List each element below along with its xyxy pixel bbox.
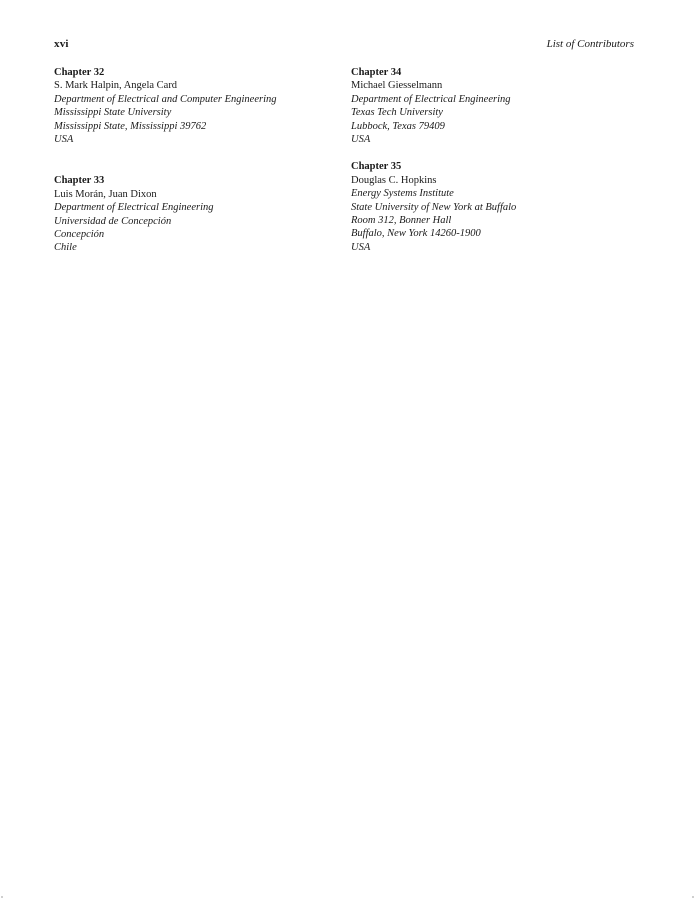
affiliation-line: USA [351,241,371,253]
contributor-entry [351,66,651,146]
affiliation-line: Mississippi State University [54,107,172,119]
running-head: List of Contributors [546,38,634,50]
affiliation-line: USA [351,134,371,146]
affiliation-line: USA [54,134,74,146]
scan-edge-mark [692,896,694,898]
affiliation-line: Department of Electrical Engineering [54,202,214,214]
affiliation-line: Chile [54,242,77,254]
chapter-heading: Chapter 32 [54,67,105,78]
affiliation-line: Room 312, Bonner Hall [351,215,452,227]
affiliation-line: Department of Electrical and Computer Engineering [54,93,277,105]
contributors-column-right [351,66,651,254]
chapter-heading: Chapter 33 [54,175,105,187]
author-names: Douglas C. Hopkins [351,174,437,186]
chapter-heading: Chapter 34 [351,67,402,78]
affiliation-line: Buffalo, New York 14260-1900 [351,228,481,240]
chapter-heading: Chapter 35 [351,161,402,173]
affiliation-line: State University of New York at Buffalo [351,201,517,213]
contributor-entry [54,66,354,146]
affiliation-line: Department of Electrical Engineering [351,93,511,105]
author-names: Michael Giesselmann [351,80,443,92]
author-names: S. Mark Halpin, Angela Card [54,80,178,92]
affiliation-line: Mississippi State, Mississippi 39762 [54,120,207,132]
affiliation-line: Lubbock, Texas 79409 [351,120,445,132]
scan-edge-mark [1,896,3,898]
page-number: xvi [54,38,69,50]
contributors-column-left [54,66,354,255]
affiliation-line: Texas Tech University [351,107,443,119]
contributor-entry [351,160,651,254]
author-names: Luis Morán, Juan Dixon [54,188,157,200]
affiliation-line: Concepción [54,229,105,241]
contributor-entry [54,174,354,254]
affiliation-line: Energy Systems Institute [351,188,454,200]
affiliation-line: Universidad de Concepción [54,215,172,227]
